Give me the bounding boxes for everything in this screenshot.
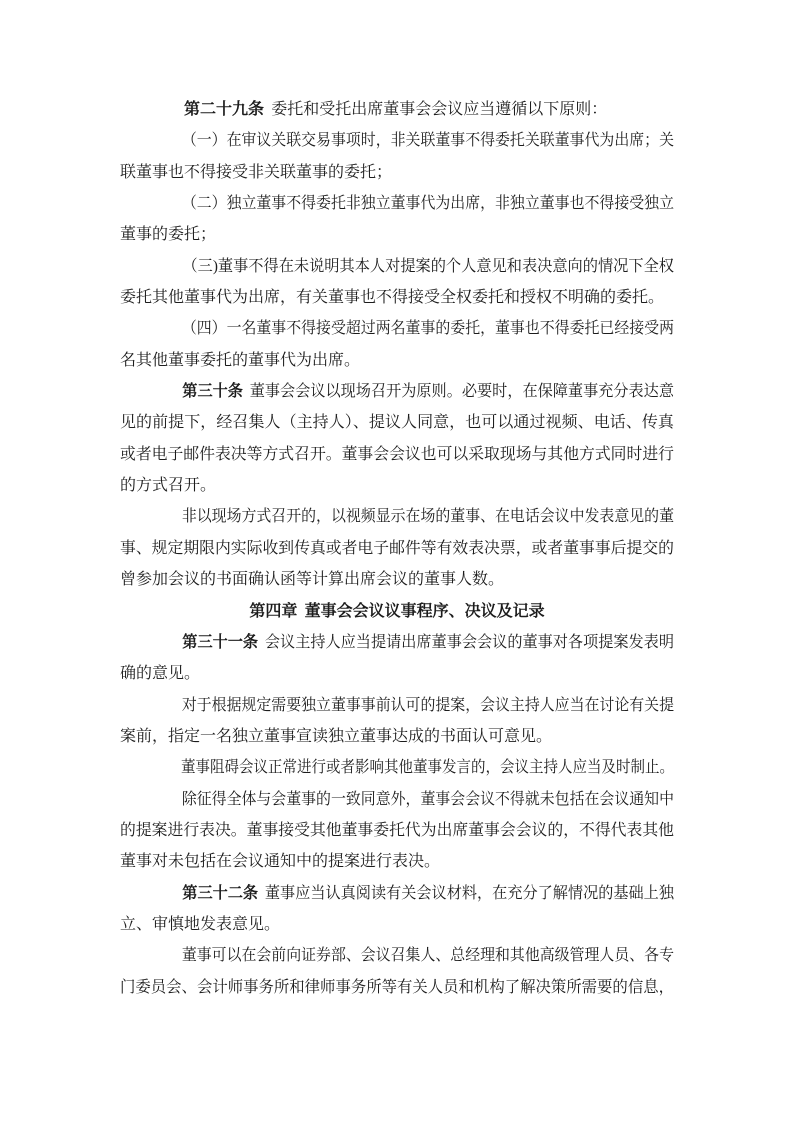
text-line	[120, 815, 674, 846]
article-number: 第二十九条	[184, 101, 265, 118]
line-text: 第四章 董事会会议议事程序、决议及记录	[249, 602, 545, 620]
line-text: 曾参加会议的书面确认函等计算出席会议的董事人数。	[120, 571, 505, 589]
line-text: 第三十一条 会议主持人应当提请出席董事会会议的董事对各项提案发表明	[182, 633, 674, 651]
text-line	[120, 721, 674, 752]
line-text: 联董事也不得接受非关联董事的委托；	[120, 163, 393, 181]
line-text: 确的意见。	[120, 665, 201, 683]
line-text: 委托其他董事代为出席，有关董事也不得接受全权委托和授权不明确的委托。	[120, 289, 665, 307]
text-line	[120, 439, 674, 470]
article-number: 第三十条	[182, 383, 243, 401]
text-line	[120, 282, 674, 313]
line-text: 董事的委托；	[120, 226, 217, 244]
line-text: 门委员会、会计师事务所和律师事务所等有关人员和机构了解决策所需要的信息，	[120, 978, 674, 996]
line-text: 对于根据规定需要独立董事事前认可的提案，会议主持人应当在讨论有关提	[181, 696, 674, 714]
line-text: 的方式召开。	[120, 477, 217, 495]
text-line	[120, 846, 674, 877]
line-text: 名其他董事委托的董事代为出席。	[120, 351, 361, 369]
line-text: （四）一名董事不得接受超过两名董事的委托，董事也不得委托已经接受两	[181, 320, 674, 338]
text-line	[120, 345, 674, 376]
text-line	[120, 407, 674, 438]
line-text: 董事阻碍会议正常进行或者影响其他董事发言的，会议主持人应当及时制止。	[180, 759, 674, 777]
line-text: 见的前提下，经召集人（主持人）、提议人同意，也可以通过视频、电话、传真	[120, 414, 674, 432]
text-line	[120, 972, 674, 1003]
line-text: 立、审慎地发表意见。	[120, 915, 281, 933]
text-line	[120, 501, 674, 532]
line-text: （二）独立董事不得委托非独立董事代为出席，非独立董事也不得接受独立	[181, 195, 674, 213]
line-text: 非以现场方式召开的，以视频显示在场的董事、在电话会议中发表意见的董	[181, 508, 674, 526]
text-line	[120, 251, 674, 282]
text-line	[120, 658, 674, 689]
text-line	[120, 313, 674, 344]
text-line	[120, 376, 674, 407]
line-text: 或者电子邮件表决等方式召开。董事会会议也可以采取现场与其他方式同时进行	[120, 445, 674, 463]
line-text: 第三十条 董事会会议以现场召开为原则。必要时，在保障董事充分表达意	[182, 383, 674, 401]
line-text: 第三十二条 董事应当认真阅读有关会议材料，在充分了解情况的基础上独	[182, 884, 674, 902]
chapter-heading	[120, 596, 674, 627]
line-text: （一）在审议关联交易事项时，非关联董事不得委托关联董事代为出席；关	[181, 132, 674, 150]
text-line	[120, 533, 674, 564]
text-line	[120, 94, 674, 125]
text-line	[120, 470, 674, 501]
line-text: 事、规定期限内实际收到传真或者电子邮件等有效表决票，或者董事事后提交的	[120, 539, 674, 557]
line-text: 董事对未包括在会议通知中的提案进行表决。	[120, 853, 441, 871]
text-line	[120, 909, 674, 940]
text-line	[120, 878, 674, 909]
article-number: 第三十二条	[182, 884, 259, 902]
text-line	[120, 752, 674, 783]
text-line	[120, 188, 674, 219]
text-line	[120, 940, 674, 971]
line-text: 的提案进行表决。董事接受其他董事委托代为出席董事会会议的，不得代表其他	[120, 821, 674, 839]
text-line	[120, 157, 674, 188]
article-number: 第三十一条	[182, 633, 259, 651]
text-line	[120, 627, 674, 658]
text-line	[120, 690, 674, 721]
document-body	[120, 94, 674, 1003]
text-line	[120, 219, 674, 250]
line-text: （三)董事不得在未说明其本人对提案的个人意见和表决意向的情况下全权	[182, 257, 674, 275]
text-line	[120, 564, 674, 595]
chapter-number: 第四章	[249, 602, 298, 620]
text-line	[120, 125, 674, 156]
line-text: 董事可以在会前向证券部、会议召集人、总经理和其他高级管理人员、各专	[181, 947, 674, 965]
line-text: 案前，指定一名独立董事宣读独立董事达成的书面认可意见。	[120, 727, 553, 745]
text-line	[120, 784, 674, 815]
line-text: 第二十九条 委托和受托出席董事会会议应当遵循以下原则：	[184, 101, 608, 118]
line-text: 除征得全体与会董事的一致同意外，董事会会议不得就未包括在会议通知中	[181, 790, 674, 808]
